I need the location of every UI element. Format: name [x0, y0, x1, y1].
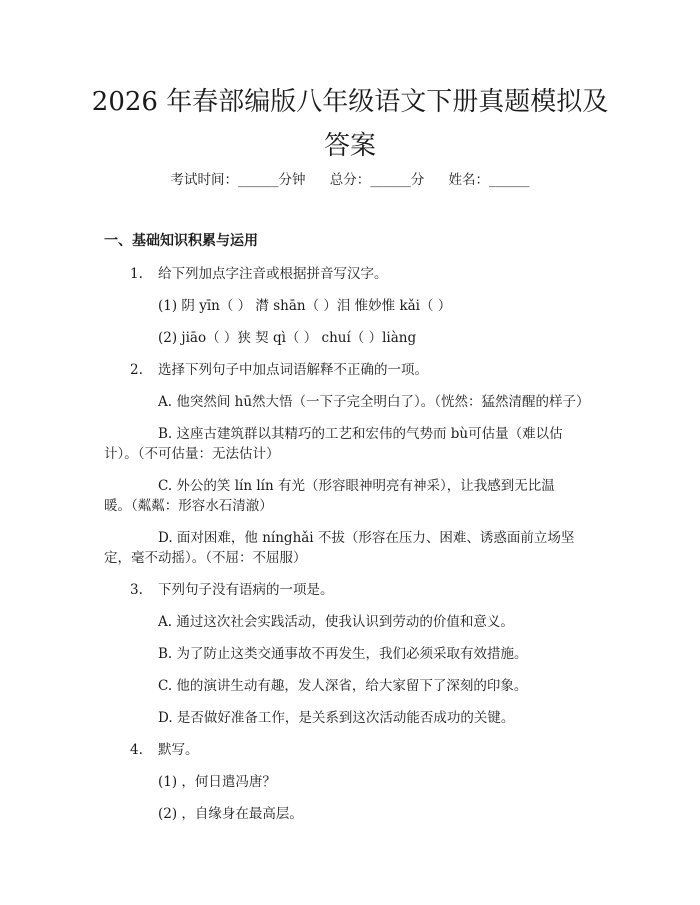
q3-option-b: B. 为了防止这类交通事故不再发生，我们必须采取有效措施。 — [158, 646, 528, 662]
document-title — [60, 80, 640, 168]
student-name: 姓名：______ — [448, 172, 530, 188]
question-3 — [130, 578, 334, 598]
question-1 — [130, 262, 388, 282]
exam-info — [0, 168, 700, 188]
question-text: 给下列加点字注音或根据拼音写汉字。 — [158, 266, 388, 282]
question-number: 1. — [130, 266, 143, 282]
question-number: 3. — [130, 582, 143, 598]
question-number: 4. — [130, 742, 143, 758]
q2-option-a: A. 他突然间 hū然大悟（一下子完全明白了）。（恍然：猛然清醒的样子） — [158, 394, 590, 410]
q3-option-d: D. 是否做好准备工作，是关系到这次活动能否成功的关键。 — [158, 710, 515, 726]
section-heading: 一、基础知识积累与运用 — [104, 233, 258, 249]
q2-option-c-line-2: 暖。（粼粼：形容水石清澈） — [104, 498, 273, 514]
question-4 — [130, 738, 199, 758]
q1-item-2: (2) jiāo（ ）狭 契 qì（ ） chuí（ ）liàng — [158, 330, 417, 346]
title-line-2: 答案 — [323, 131, 376, 161]
q1-item-1: (1) 阴 yīn（ ） 潸 shān（ ）泪 惟妙惟 kǎi（ ） — [158, 298, 452, 314]
exam-time: 考试时间：______分钟 — [170, 172, 306, 188]
q4-item-2: (2) ，自缘身在最高层。 — [158, 806, 303, 822]
q3-option-c: C. 他的演讲生动有趣，发人深省，给大家留下了深刻的印象。 — [158, 678, 528, 694]
q2-option-c-line-1: C. 外公的笑 lín lín 有光（形容眼神明亮有神采），让我感到无比温 — [158, 478, 555, 494]
question-text: 下列句子没有语病的一项是。 — [158, 582, 334, 598]
q2-option-d-line-2: 定，毫不动摇）。（不屈：不屈服） — [104, 550, 307, 566]
question-2 — [130, 358, 428, 378]
q2-option-d-line-1: D. 面对困难，他 nínghǎi 不拔（形容在压力、困难、诱惑面前立场坚 — [158, 530, 575, 546]
title-line-1: 2026 年春部编版八年级语文下册真题模拟及 — [91, 87, 609, 117]
q2-option-b-line-1: B. 这座古建筑群以其精巧的工艺和宏伟的气势而 bù可估量（难以估 — [158, 426, 563, 442]
q4-item-1: (1) ，何日遣冯唐？ — [158, 774, 276, 790]
q3-option-a: A. 通过这次社会实践活动，使我认识到劳动的价值和意义。 — [158, 614, 514, 630]
question-number: 2. — [130, 362, 143, 378]
question-text: 选择下列句子中加点词语解释不正确的一项。 — [158, 362, 428, 378]
q2-option-b-line-2: 计）。（不可估量：无法估计） — [104, 446, 280, 462]
question-text: 默写。 — [158, 742, 199, 758]
exam-score: 总分：______分 — [329, 172, 425, 188]
